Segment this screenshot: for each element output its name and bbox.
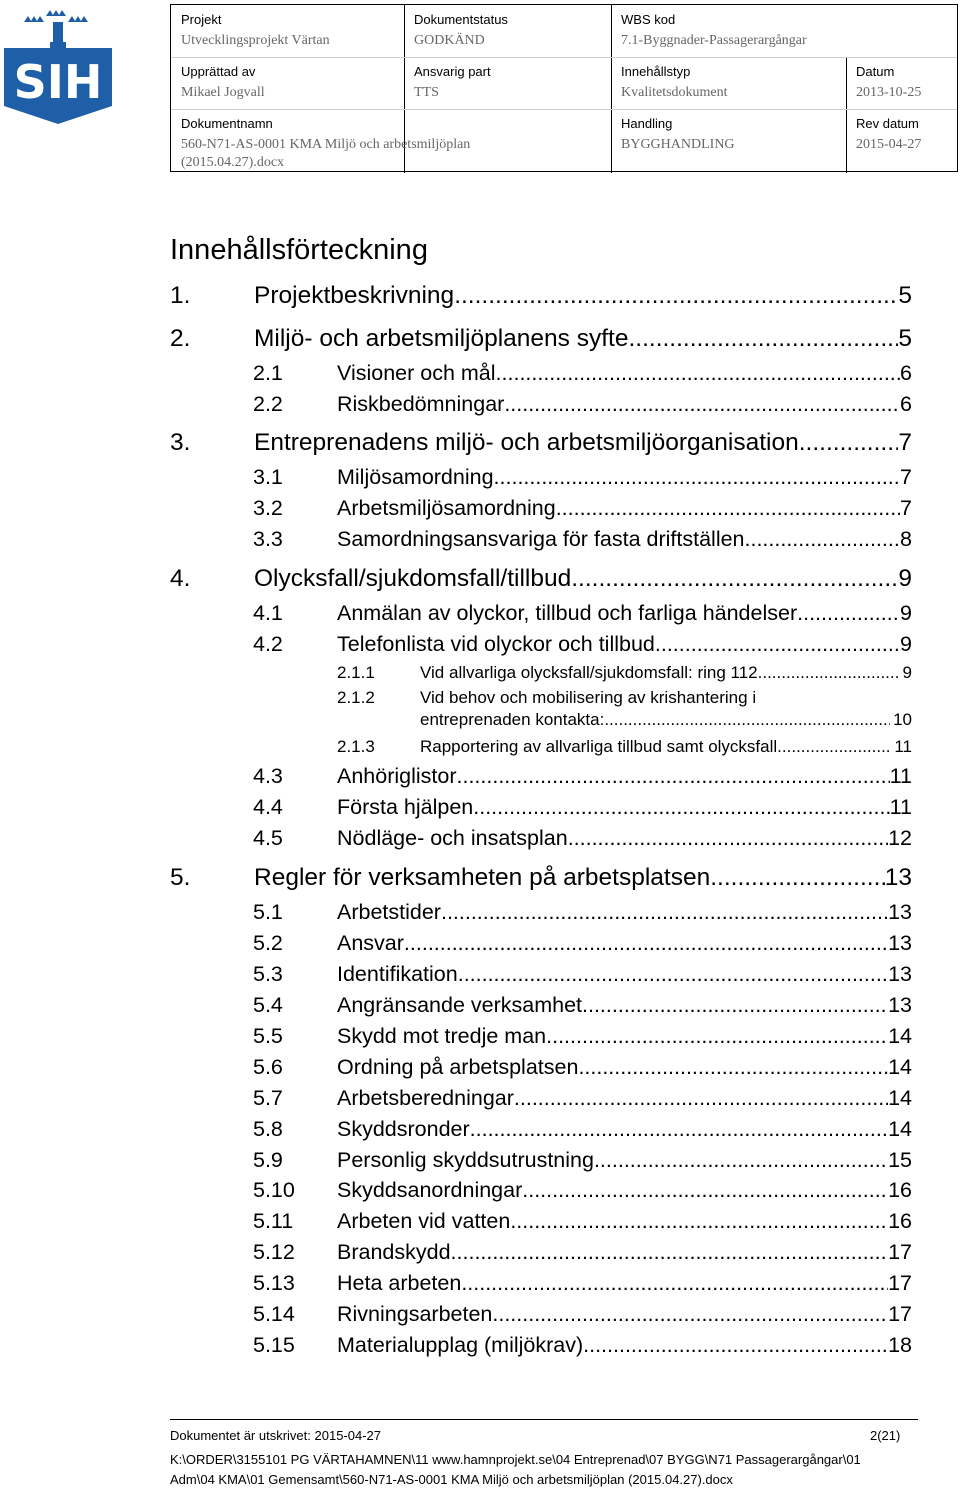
header-projekt	[171, 5, 404, 50]
toc-entry-page: 11	[894, 737, 912, 756]
toc-entry-page: 17	[888, 1240, 912, 1264]
toc-entry-page: 13	[888, 993, 912, 1017]
upprattad-value: Mikael Jogvall	[181, 85, 265, 100]
toc-entry-number: 5.12	[253, 1240, 295, 1264]
toc-entry-number: 5.2	[253, 931, 283, 955]
sih-logo	[2, 8, 114, 126]
toc-leader-dots	[628, 325, 898, 353]
toc-leader-dots	[582, 993, 888, 1018]
toc-leader-dots	[604, 710, 890, 730]
toc-entry[interactable]	[337, 663, 912, 683]
toc-entry-page: 9	[900, 601, 912, 625]
toc-entry[interactable]	[253, 826, 912, 851]
toc-leader-dots	[496, 361, 900, 386]
toc-entry-title: Brandskydd	[337, 1240, 451, 1264]
toc-entry-number: 4.4	[253, 795, 283, 819]
handling-label: Handling	[621, 116, 673, 131]
toc-entry-page: 14	[888, 1055, 912, 1079]
toc-entry-title: Heta arbeten	[337, 1271, 462, 1295]
toc-entry-title: Miljösamordning	[337, 465, 494, 489]
toc-entry[interactable]	[253, 900, 912, 925]
toc-entry[interactable]	[253, 361, 912, 386]
toc-entry-title-continued: entreprenaden kontakta:	[420, 710, 605, 729]
toc-entry-page: 14	[888, 1024, 912, 1048]
toc-entry-title: Arbetsmiljösamordning	[337, 496, 556, 520]
upprattad-label: Upprättad av	[181, 64, 256, 79]
toc-leader-dots	[458, 962, 888, 987]
toc-entry-title: Anmälan av olyckor, tillbud och farliga händelser	[337, 601, 798, 625]
header-wbs	[611, 5, 957, 50]
toc-entry-page: 9	[898, 565, 912, 592]
header-handling	[611, 109, 846, 154]
toc-entry-number: 2.1	[253, 361, 283, 385]
toc-entry[interactable]	[170, 282, 912, 310]
toc-entry-number: 2.1.1	[337, 663, 375, 682]
toc-entry-title: Rivningsarbeten	[337, 1302, 493, 1326]
toc-leader-dots	[594, 1148, 888, 1173]
toc-title: Innehållsförteckning	[170, 234, 428, 266]
toc-entry-number: 5.5	[253, 1024, 283, 1048]
toc-entry-number: 4.3	[253, 764, 283, 788]
toc-leader-dots	[457, 764, 890, 789]
toc-entry-title: Materialupplag (miljökrav)	[337, 1333, 584, 1357]
toc-entry-number: 5.1	[253, 900, 283, 924]
header-upprattad	[171, 57, 404, 102]
toc-entry-title: Entreprenadens miljö- och arbetsmiljöorganisation	[254, 429, 799, 456]
toc-leader-dots	[568, 826, 888, 851]
handling-value: BYGGHANDLING	[621, 137, 735, 152]
toc-entry-page: 13	[888, 931, 912, 955]
toc-entry-page: 15	[888, 1148, 912, 1172]
toc-entry-page: 13	[888, 900, 912, 924]
header-revdatum	[846, 109, 957, 154]
toc-entry[interactable]	[253, 632, 912, 657]
toc-entry[interactable]	[170, 325, 912, 353]
ansvarig-label: Ansvarig part	[414, 64, 491, 79]
toc-entry-page: 5	[898, 325, 912, 352]
revdatum-label: Rev datum	[856, 116, 919, 131]
toc-entry-page: 17	[888, 1271, 912, 1295]
toc-leader-dots	[546, 1024, 888, 1049]
toc-entry[interactable]	[253, 764, 912, 789]
toc-entry-title: Miljö- och arbetsmiljöplanens syfte	[254, 325, 629, 352]
toc-leader-dots	[571, 565, 898, 593]
toc-entry-title: Skyddsanordningar	[337, 1178, 523, 1202]
dokumentstatus-label: Dokumentstatus	[414, 12, 508, 27]
toc-entry-page: 14	[888, 1086, 912, 1110]
toc-entry-page: 9	[902, 663, 912, 682]
toc-leader-dots	[514, 1086, 888, 1111]
toc-entry-title: Telefonlista vid olyckor och tillbud	[337, 632, 655, 656]
toc-leader-dots	[492, 1302, 888, 1327]
toc-entry-title: Riskbedömningar	[337, 392, 505, 416]
toc-entry-number: 2.2	[253, 392, 283, 416]
toc-entry-number: 3.3	[253, 527, 283, 551]
toc-entry-number: 5.3	[253, 962, 283, 986]
toc-entry-number: 4.5	[253, 826, 283, 850]
toc-entry[interactable]	[253, 1055, 912, 1080]
wbs-label: WBS kod	[621, 12, 676, 27]
toc-entry-number: 5.7	[253, 1086, 283, 1110]
toc-entry[interactable]	[253, 1148, 912, 1173]
toc-entry-title: Första hjälpen	[337, 795, 474, 819]
datum-value: 2013-10-25	[856, 85, 922, 100]
header-innehallstyp	[611, 57, 846, 102]
toc-entry[interactable]	[253, 1271, 912, 1296]
toc-entry[interactable]	[170, 565, 912, 593]
toc-entry-number: 5.11	[253, 1209, 294, 1233]
toc-leader-dots	[522, 1178, 888, 1203]
toc-entry-title: Ansvar	[337, 931, 404, 955]
toc-entry-number: 5.15	[253, 1333, 295, 1357]
logo-text: SIH	[13, 55, 103, 109]
toc-entry-title: Samordningsansvariga för fasta driftställen	[337, 527, 745, 551]
toc-entry-title: Ordning på arbetsplatsen	[337, 1055, 579, 1079]
toc-leader-dots	[473, 795, 889, 820]
toc-entry-page: 16	[888, 1209, 912, 1233]
toc-entry-number: 2.1.3	[337, 737, 375, 756]
toc-entry[interactable]	[253, 795, 912, 820]
datum-label: Datum	[856, 64, 895, 79]
toc-entry[interactable]	[253, 527, 912, 552]
toc-entry-number: 5.14	[253, 1302, 295, 1326]
projekt-label: Projekt	[181, 12, 222, 27]
toc-entry[interactable]	[253, 1086, 912, 1111]
innehallstyp-label: Innehållstyp	[621, 64, 691, 79]
toc-entry-number: 5.9	[253, 1148, 283, 1172]
toc-leader-dots	[470, 1117, 888, 1142]
toc-entry-title: Olycksfall/sjukdomsfall/tillbud	[254, 565, 572, 592]
toc-leader-dots	[556, 496, 900, 521]
toc-entry-page: 6	[900, 361, 912, 385]
toc-entry-page: 16	[888, 1178, 912, 1202]
toc-entry-number: 4.1	[253, 601, 283, 625]
toc-entry-page: 11	[889, 764, 912, 788]
toc-entry[interactable]	[253, 1024, 912, 1049]
header-datum	[846, 57, 957, 102]
toc-entry[interactable]	[253, 601, 912, 626]
toc-entry[interactable]	[253, 1209, 912, 1234]
toc-leader-dots	[777, 737, 891, 757]
toc-entry-page: 7	[900, 465, 912, 489]
toc-entry-title: Arbetsberedningar	[337, 1086, 514, 1110]
toc-leader-dots	[758, 663, 900, 683]
dokumentnamn-value: 560-N71-AS-0001 KMA Miljö och arbetsmiljöplan (2015.04.27).docx	[181, 137, 471, 170]
toc-leader-dots	[745, 527, 901, 552]
toc-entry[interactable]	[253, 392, 912, 417]
toc-entry-continuation[interactable]	[420, 710, 912, 730]
toc-entry-number: 4.	[170, 565, 191, 592]
toc-entry-number: 1.	[170, 282, 191, 309]
footer-printed-date: Dokumentet är utskrivet: 2015-04-27	[170, 1428, 381, 1443]
toc-entry-title: Skyddsronder	[337, 1117, 470, 1141]
toc-entry-page: 7	[898, 429, 912, 456]
dokumentstatus-value: GODKÄND	[414, 33, 485, 48]
toc-entry-title: Vid allvarliga olycksfall/sjukdomsfall: ring 112	[420, 663, 758, 682]
dokumentnamn-label: Dokumentnamn	[181, 116, 273, 131]
toc-entry-title: Personlig skyddsutrustning	[337, 1148, 594, 1172]
toc-leader-dots	[504, 392, 900, 417]
toc-entry-number: 3.	[170, 429, 191, 456]
toc-entry-page: 10	[893, 710, 912, 729]
header-ansvarig	[404, 57, 611, 102]
toc-entry[interactable]	[253, 931, 912, 956]
toc-entry-page: 5	[898, 282, 912, 309]
toc-entry-title: Angränsande verksamhet	[337, 993, 583, 1017]
toc-leader-dots	[578, 1055, 888, 1080]
toc-entry[interactable]	[170, 864, 912, 892]
toc-entry-title: Regler för verksamheten på arbetsplatsen	[254, 864, 711, 891]
toc-entry[interactable]	[253, 1240, 912, 1265]
toc-entry-number: 5.	[170, 864, 191, 891]
toc-entry-number: 5.6	[253, 1055, 283, 1079]
revdatum-value: 2015-04-27	[856, 137, 922, 152]
toc-leader-dots	[494, 465, 900, 490]
wbs-value: 7.1-Byggnader-Passagerargångar	[621, 33, 807, 48]
toc-entry-number: 5.4	[253, 993, 283, 1017]
toc-entry-title: Nödläge- och insatsplan	[337, 826, 568, 850]
ansvarig-value: TTS	[414, 85, 439, 100]
toc-entry-page: 9	[900, 632, 912, 656]
toc-entry-title: Visioner och mål	[337, 361, 496, 385]
toc-entry-number: 2.1.2	[337, 688, 375, 707]
toc-entry[interactable]	[253, 962, 912, 987]
toc-entry-page: 12	[888, 826, 912, 850]
toc-leader-dots	[655, 632, 900, 657]
toc-entry[interactable]	[253, 1302, 912, 1327]
header-dokumentstatus	[404, 5, 611, 50]
toc-entry-number: 5.8	[253, 1117, 283, 1141]
toc-entry-page: 8	[900, 527, 912, 551]
toc-entry-number: 3.1	[253, 465, 283, 489]
toc-leader-dots	[404, 931, 888, 956]
toc-entry-page: 18	[888, 1333, 912, 1357]
footer-file-path-line1: K:\ORDER\3155101 PG VÄRTAHAMNEN\11 www.hamnprojekt.se\04 Entreprenad\07 BYGG\N71 Passagerargångar\01	[170, 1452, 861, 1467]
toc-entry-title: Rapportering av allvarliga tillbud samt olycksfall	[420, 737, 778, 756]
innehallstyp-value: Kvalitetsdokument	[621, 85, 728, 100]
toc-entry-number: 4.2	[253, 632, 283, 656]
toc-entry-title: Projektbeskrivning	[254, 282, 455, 309]
toc-entry[interactable]	[253, 1178, 912, 1203]
toc-entry[interactable]	[253, 465, 912, 490]
toc-entry-page: 17	[888, 1302, 912, 1326]
header-dokumentnamn	[171, 109, 611, 172]
toc-leader-dots	[461, 1271, 888, 1296]
toc-entry[interactable]	[170, 429, 912, 457]
toc-entry[interactable]	[337, 737, 912, 757]
toc-leader-dots	[454, 282, 898, 310]
toc-entry-page: 11	[889, 795, 912, 819]
toc-entry[interactable]	[253, 1117, 912, 1142]
footer-page-number: 2(21)	[870, 1428, 901, 1443]
toc-leader-dots	[799, 429, 899, 457]
toc-entry-title: Arbetstider	[337, 900, 441, 924]
toc-entry[interactable]	[253, 993, 912, 1018]
toc-entry-page: 13	[888, 962, 912, 986]
toc-entry-first-line[interactable]	[337, 688, 912, 708]
toc-leader-dots	[451, 1240, 889, 1265]
toc-entry-number: 3.2	[253, 496, 283, 520]
toc-entry-page: 13	[884, 864, 912, 891]
toc-entry[interactable]	[253, 1333, 912, 1358]
toc-entry-page: 7	[900, 496, 912, 520]
toc-leader-dots	[710, 864, 885, 892]
projekt-value: Utvecklingsprojekt Värtan	[181, 33, 330, 48]
toc-entry-title: Identifikation	[337, 962, 458, 986]
toc-entry-page: 14	[888, 1117, 912, 1141]
toc-entry-title: Vid behov och mobilisering av krishantering i	[420, 688, 757, 707]
footer-divider	[170, 1419, 918, 1420]
toc-leader-dots	[441, 900, 888, 925]
toc-leader-dots	[797, 601, 900, 626]
toc-leader-dots	[510, 1209, 888, 1234]
toc-entry-title: Anhöriglistor	[337, 764, 457, 788]
toc-entry-number: 5.13	[253, 1271, 295, 1295]
toc-entry-number: 5.10	[253, 1178, 295, 1202]
toc-entry-title: Arbeten vid vatten	[337, 1209, 511, 1233]
toc-leader-dots	[583, 1333, 888, 1358]
toc-entry-title: Skydd mot tredje man	[337, 1024, 547, 1048]
document-header	[170, 4, 958, 172]
toc-entry-page: 6	[900, 392, 912, 416]
toc-entry-number: 2.	[170, 325, 191, 352]
footer-file-path-line2: Adm\04 KMA\01 Gemensamt\560-N71-AS-0001 KMA Miljö och arbetsmiljöplan (2015.04.27).docx	[170, 1472, 733, 1487]
toc-entry[interactable]	[253, 496, 912, 521]
